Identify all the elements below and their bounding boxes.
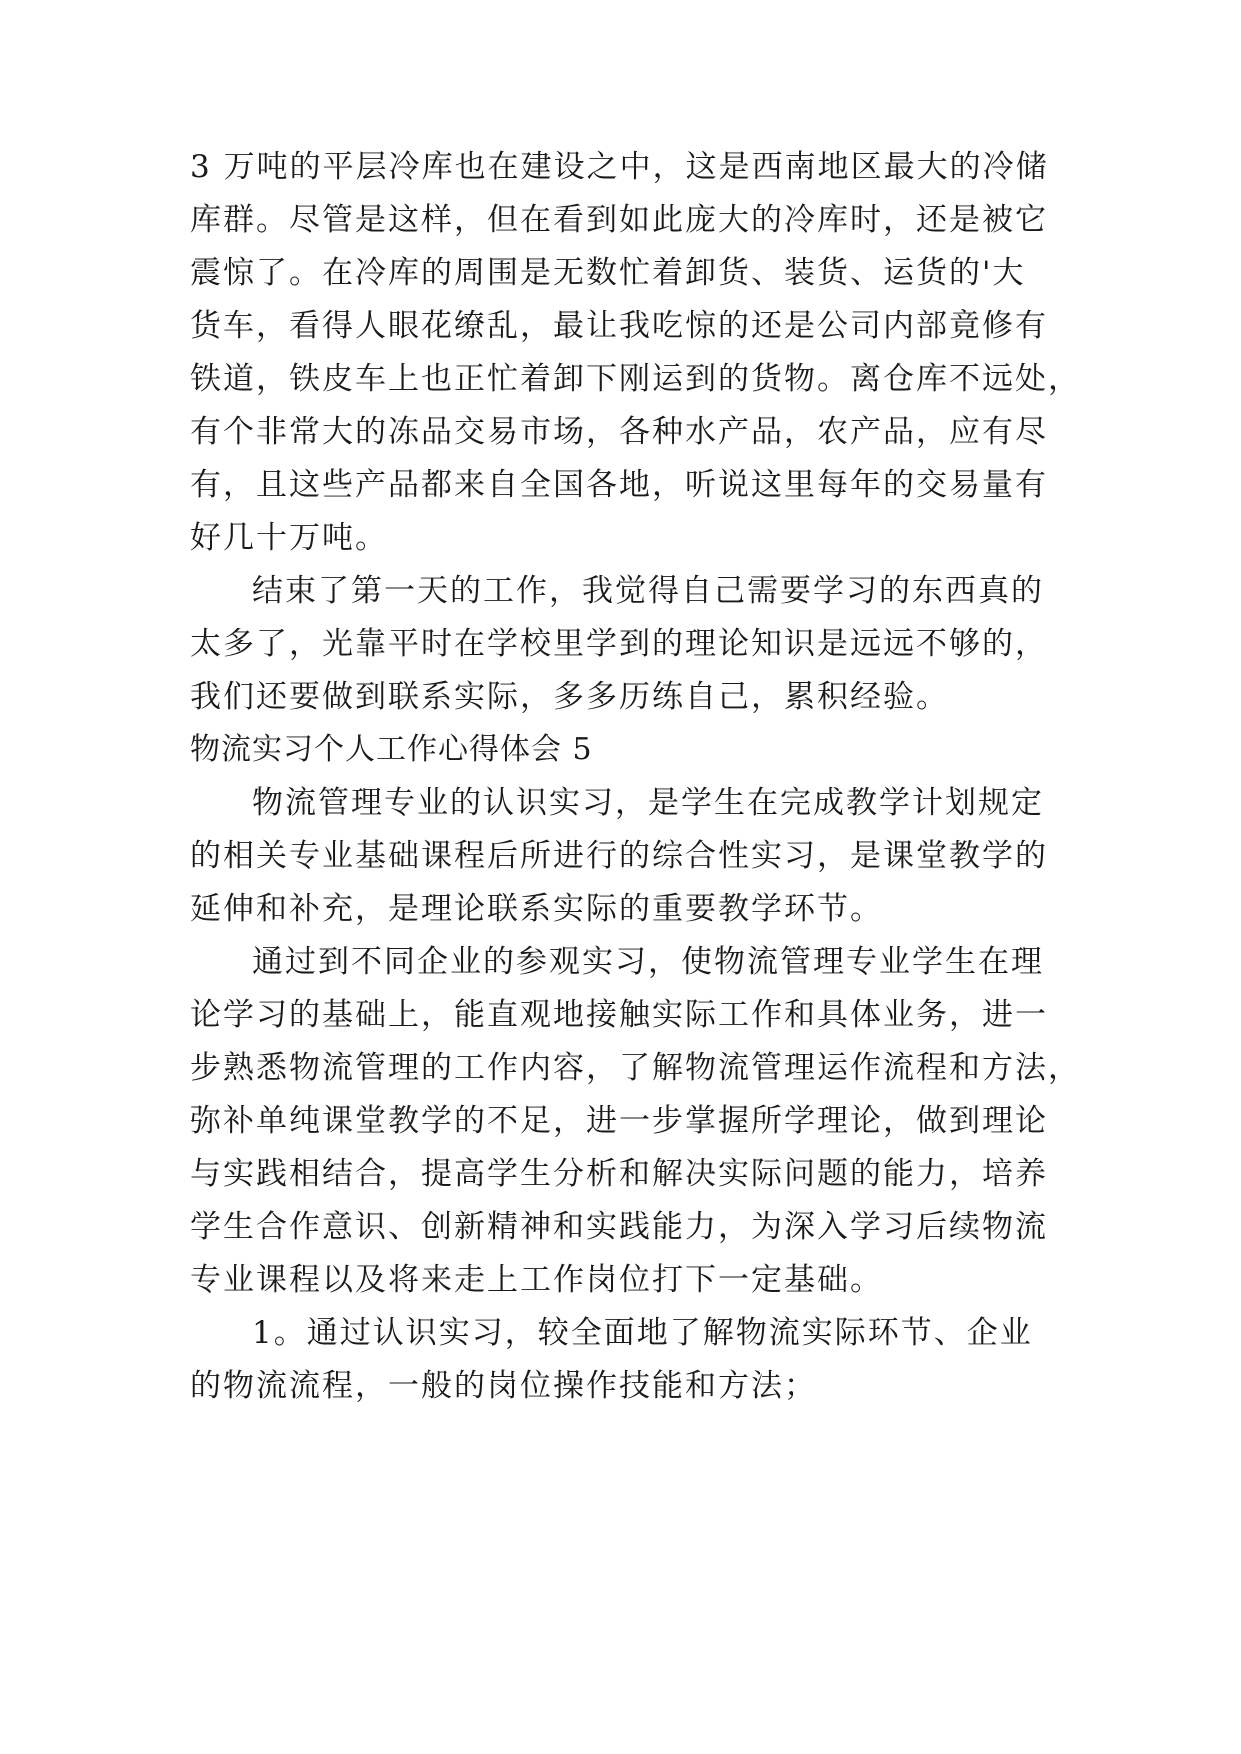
- text-line: 专业课程以及将来走上工作岗位打下一定基础。: [190, 1262, 883, 1298]
- text-line: 有个非常大的冻品交易市场，各种水产品，农产品，应有尽: [190, 414, 1048, 450]
- paragraph-start: 结束了第一天的工作，我觉得自己需要学习的东西真的: [252, 573, 1044, 609]
- text-line: 的物流流程，一般的岗位操作技能和方法；: [190, 1368, 817, 1404]
- paragraph-start: 通过到不同企业的参观实习，使物流管理专业学生在理: [252, 944, 1044, 980]
- section-heading: 物流实习个人工作心得体会 5: [190, 732, 593, 767]
- text-line: 与实践相结合，提高学生分析和解决实际问题的能力，培养: [190, 1156, 1048, 1192]
- text-line: 弥补单纯课堂教学的不足，进一步掌握所学理论，做到理论: [190, 1103, 1048, 1139]
- text-line: 好几十万吨。: [190, 520, 388, 556]
- text-line: 太多了，光靠平时在学校里学到的理论知识是远远不够的，: [190, 626, 1048, 662]
- text-line: 有，且这些产品都来自全国各地，听说这里每年的交易量有: [190, 467, 1048, 503]
- text-line: 我们还要做到联系实际，多多历练自己，累积经验。: [190, 679, 949, 715]
- text-line: 铁道，铁皮车上也正忙着卸下刚运到的货物。离仓库不远处，: [190, 361, 1081, 397]
- text-line: 货车，看得人眼花缭乱，最让我吃惊的还是公司内部竟修有: [190, 308, 1048, 344]
- list-item-start: 1。通过认识实习，较全面地了解物流实际环节、企业: [252, 1315, 1033, 1351]
- text-line: 库群。尽管是这样，但在看到如此庞大的冷库时，还是被它: [190, 202, 1048, 238]
- paragraph-start: 物流管理专业的认识实习，是学生在完成教学计划规定: [252, 785, 1044, 821]
- text-line: 步熟悉物流管理的工作内容，了解物流管理运作流程和方法，: [190, 1050, 1081, 1086]
- text-line: 论学习的基础上，能直观地接触实际工作和具体业务，进一: [190, 997, 1048, 1033]
- text-line: 3 万吨的平层冷库也在建设之中，这是西南地区最大的冷储: [190, 149, 1049, 185]
- text-line: 的相关专业基础课程后所进行的综合性实习，是课堂教学的: [190, 838, 1048, 874]
- text-line: 震惊了。在冷库的周围是无数忙着卸货、装货、运货的'大: [190, 255, 1026, 291]
- text-line: 延伸和补充，是理论联系实际的重要教学环节。: [190, 891, 883, 927]
- text-line: 学生合作意识、创新精神和实践能力，为深入学习后续物流: [190, 1209, 1048, 1245]
